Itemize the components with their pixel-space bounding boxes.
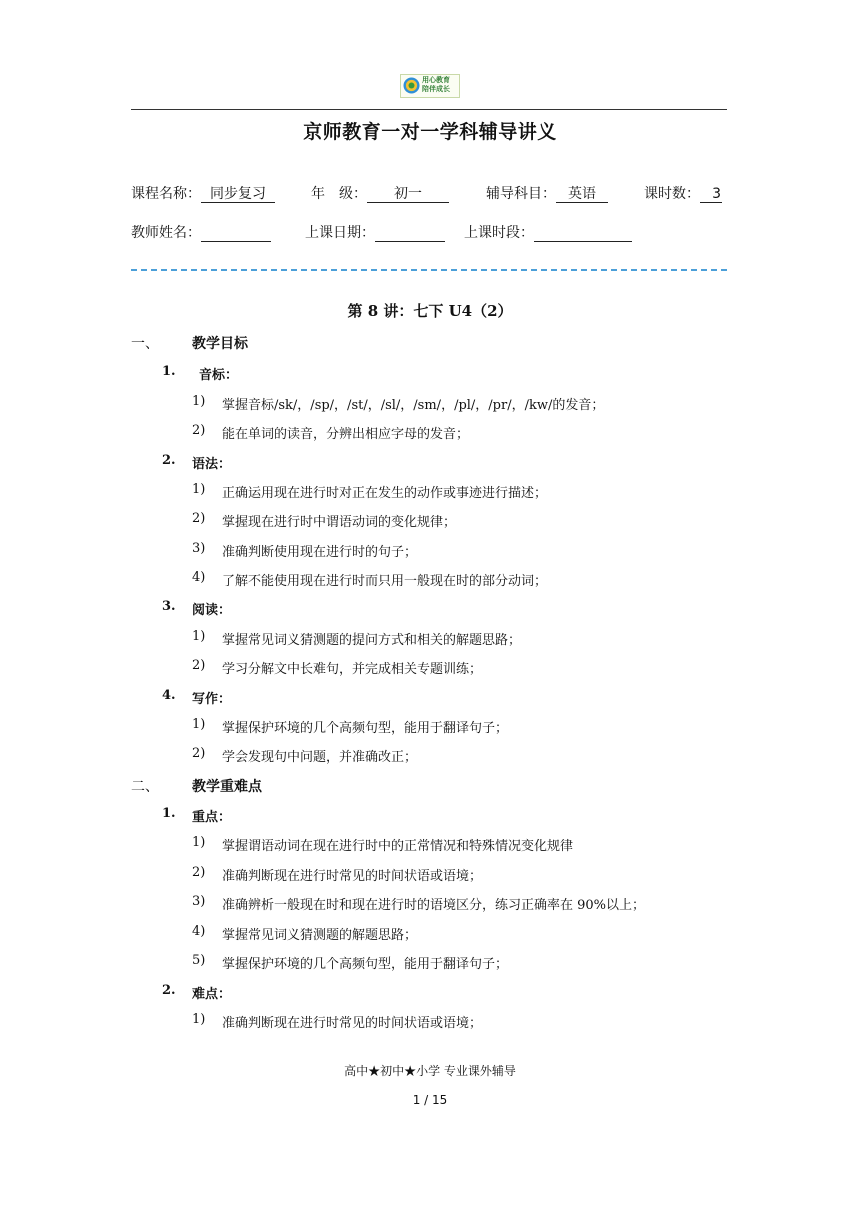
list-item: 掌握保护环境的几个高频句型，能用于翻译句子；: [222, 721, 509, 736]
teacher-name-field: [131, 222, 271, 242]
list-item: 准确判断现在进行时常见的时间状语或语境；: [222, 869, 483, 884]
section-title: 教学重难点: [192, 779, 262, 795]
subsection-number: 2.: [162, 983, 176, 998]
period-label: 上课时段：: [464, 225, 534, 241]
course-name-field: [131, 183, 275, 203]
subsection-number: 1.: [162, 806, 176, 821]
hours-field: [644, 183, 722, 203]
subsection-title: 难点：: [192, 987, 232, 1002]
section-title: 教学目标: [192, 336, 248, 352]
page-number: 1 / 15: [412, 1093, 448, 1107]
list-item: 学习分解文中长难句，并完成相关专题训练；: [222, 662, 483, 677]
logo-line1: 用心教育: [422, 76, 450, 84]
subsection-title: 阅读：: [192, 603, 232, 618]
list-item: 准确判断使用现在进行时的句子；: [222, 545, 418, 560]
list-item-number: 4): [192, 570, 206, 585]
list-item: 准确辨析一般现在时和现在进行时的语境区分，练习正确率在 90%以上；: [222, 898, 646, 913]
list-item: 掌握保护环境的几个高频句型，能用于翻译句子；: [222, 957, 509, 972]
dashed-divider: [131, 269, 727, 271]
logo: [400, 74, 460, 98]
logo-line2: 陪伴成长: [422, 85, 450, 93]
list-item: 能在单词的读音，分辨出相应字母的发音；: [222, 427, 470, 442]
section-number: 一、: [131, 336, 159, 352]
document-title: 京师教育一对一学科辅导讲义: [303, 121, 557, 143]
logo-emblem-icon: [403, 77, 420, 94]
hours-label: 课时数：: [644, 186, 700, 202]
footer-text: 高中★初中★小学 专业课外辅导: [344, 1064, 516, 1078]
period-blank: [534, 225, 632, 242]
list-item: 正确运用现在进行时对正在发生的动作或事迹进行描述；: [222, 486, 548, 501]
list-item: 了解不能使用现在进行时而只用一般现在时的部分动词；: [222, 574, 548, 589]
subsection-number: 1.: [162, 364, 176, 379]
section-number: 二、: [131, 779, 159, 795]
list-item-number: 1): [192, 394, 206, 409]
list-item-number: 3): [192, 894, 206, 909]
grade-label: 年 级：: [311, 186, 367, 202]
subsection-title: 重点：: [192, 810, 232, 825]
list-item-number: 3): [192, 541, 206, 556]
date-label: 上课日期：: [305, 225, 375, 241]
list-item: 掌握常见词义猜测题的解题思路；: [222, 928, 418, 943]
teacher-label: 教师姓名：: [131, 225, 201, 241]
subsection-number: 4.: [162, 688, 176, 703]
list-item: 掌握现在进行时中谓语动词的变化规律；: [222, 515, 457, 530]
list-item-number: 5): [192, 953, 206, 968]
list-item-number: 2): [192, 865, 206, 880]
grade-field: [311, 183, 449, 203]
subsection-number: 2.: [162, 453, 176, 468]
subsection-title: 写作：: [192, 692, 232, 707]
date-blank: [375, 225, 445, 242]
list-item: 掌握谓语动词在现在进行时中的正常情况和特殊情况变化规律: [222, 839, 574, 854]
list-item: 准确判断现在进行时常见的时间状语或语境；: [222, 1016, 483, 1031]
list-item-number: 1): [192, 717, 206, 732]
lesson-title: 第 8 讲：七下 U4（2）: [347, 302, 513, 320]
class-period-field: [464, 222, 632, 242]
list-item-number: 1): [192, 629, 206, 644]
list-item: 掌握音标/sk/，/sp/，/st/，/sl/，/sm/，/pl/，/pr/，/kw/的发音；: [222, 398, 605, 413]
subsection-number: 3.: [162, 599, 176, 614]
grade-value: 初一: [367, 186, 449, 203]
list-item-number: 2): [192, 511, 206, 526]
list-item-number: 1): [192, 835, 206, 850]
subject-field: [486, 183, 608, 203]
course-value: 同步复习: [201, 186, 275, 203]
list-item-number: 2): [192, 423, 206, 438]
hours-value: 3: [700, 186, 722, 203]
course-label: 课程名称：: [131, 186, 201, 202]
teacher-blank: [201, 225, 271, 242]
list-item: 学会发现句中问题，并准确改正；: [222, 750, 418, 765]
list-item-number: 2): [192, 746, 206, 761]
list-item: 掌握常见词义猜测题的提问方式和相关的解题思路；: [222, 633, 522, 648]
list-item-number: 1): [192, 482, 206, 497]
subsection-title: 语法：: [192, 457, 232, 472]
subsection-title: 音标：: [199, 368, 239, 383]
list-item-number: 4): [192, 924, 206, 939]
header-divider: [131, 109, 727, 110]
subject-value: 英语: [556, 186, 608, 203]
list-item-number: 1): [192, 1012, 206, 1027]
subject-label: 辅导科目：: [486, 186, 556, 202]
class-date-field: [305, 222, 445, 242]
list-item-number: 2): [192, 658, 206, 673]
